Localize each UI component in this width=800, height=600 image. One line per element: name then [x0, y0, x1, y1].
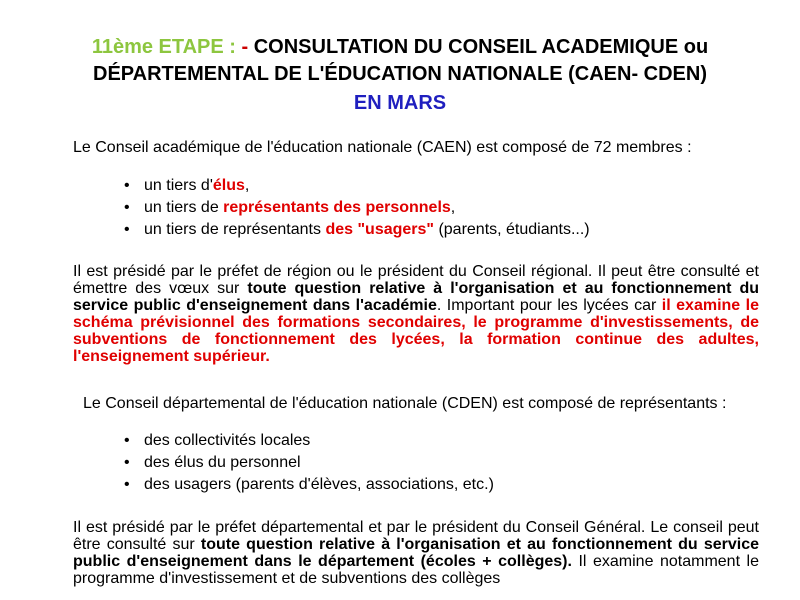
bullet-icon: •	[124, 432, 130, 449]
title-dash: -	[235, 36, 254, 58]
caen-bullet-list	[124, 175, 590, 241]
cden-bullet-item: • des collectivités locales	[124, 430, 494, 452]
title-step: 11ème ETAPE :	[91, 36, 236, 58]
bullet-icon: •	[124, 476, 130, 493]
bullet-icon: •	[124, 221, 130, 238]
caen-intro: Le Conseil académique de l'éducation nationale (CAEN) est composé de 72 membres :	[73, 139, 692, 156]
caen-bullet-item: • un tiers d'élus,	[124, 175, 590, 197]
title-main: CONSULTATION DU CONSEIL ACADEMIQUE ou DÉPARTEMENTAL DE L'ÉDUCATION NATIONALE (CAEN- CDEN)	[93, 36, 709, 85]
cden-bullet-list	[124, 430, 494, 496]
cden-bullet-item: • des élus du personnel	[124, 452, 494, 474]
caen-paragraph: Il est présidé par le préfet de région ou le président du Conseil régional. Il peut être consulté et émettre des vœux sur toute question relative à l'organisation et au fonctionnement du service public d'enseignement dans l'académie. Important pour les lycées car il examine le schéma prévisionnel des formations secondaires, le programme d'investissements, de subventions de fonctionnement des lycées, la formation continue des adultes, l'enseignement supérieur.	[73, 263, 759, 365]
slide-title	[30, 34, 770, 88]
bullet-icon: •	[124, 454, 130, 471]
cden-bullet-item: • des usagers (parents d'élèves, associations, etc.)	[124, 474, 494, 496]
cden-paragraph: Il est présidé par le préfet départemental et par le président du Conseil Général. Le conseil peut être consulté sur toute question relative à l'organisation et au fonctionnement du service public d'enseignement dans le département (écoles + collèges). Il examine notamment le programme d'investissement et de subventions des collèges	[73, 519, 759, 587]
caen-bullet-item: • un tiers de représentants des personnels,	[124, 197, 590, 219]
bullet-icon: •	[124, 199, 130, 216]
cden-intro: Le Conseil départemental de l'éducation nationale (CDEN) est composé de représentants :	[83, 395, 727, 412]
caen-bullet-item: • un tiers de représentants des "usagers" (parents, étudiants...)	[124, 219, 590, 241]
bullet-icon: •	[124, 177, 130, 194]
slide-subtitle: EN MARS	[353, 92, 447, 114]
